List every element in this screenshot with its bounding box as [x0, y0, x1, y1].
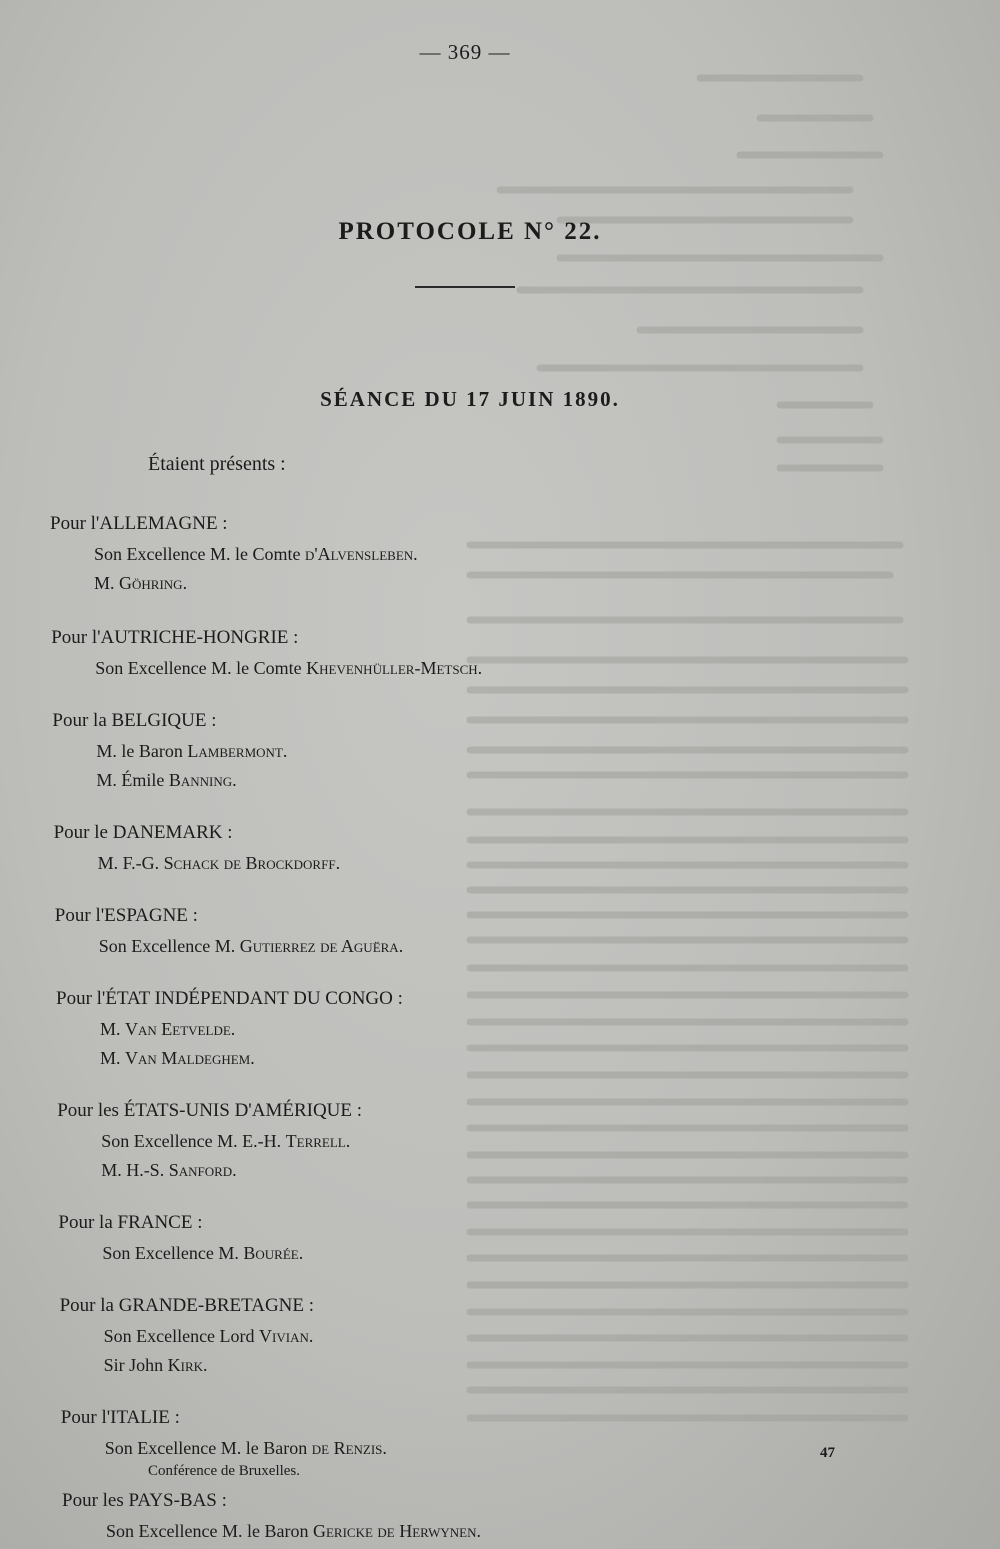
delegation-country: Pour la FRANCE : — [58, 1212, 203, 1233]
delegation-group — [60, 1290, 1000, 1380]
delegate-entry — [98, 849, 1000, 878]
delegation-country: Pour les PAYS-BAS : — [62, 1490, 227, 1511]
footer-source: Conférence de Bruxelles. — [148, 1463, 301, 1479]
delegate-entry — [99, 932, 1000, 961]
delegate-name: Khevenhüller-Metsch — [306, 658, 478, 678]
delegate-entry — [95, 654, 1000, 683]
delegate-entry — [101, 1127, 1000, 1156]
delegate-entry — [96, 737, 1000, 766]
delegate-entry — [101, 1156, 1000, 1185]
delegate-entry — [94, 569, 1000, 598]
delegation-group — [61, 1402, 1000, 1463]
delegate-punctuation: . — [398, 936, 404, 956]
delegate-name: Schack de Brockdorff — [163, 853, 336, 873]
delegation-group — [62, 1485, 1000, 1546]
session-heading: SÉANCE DU 17 JUIN 1890. — [320, 387, 620, 411]
page-number: — 369 — — [419, 40, 511, 64]
attendees-label: Étaient présents : — [148, 453, 286, 475]
delegate-punctuation: . — [382, 1438, 387, 1458]
delegate-punctuation: . — [232, 770, 237, 790]
delegation-group — [55, 900, 1000, 961]
delegate-title: M. — [94, 573, 120, 593]
delegate-entry — [104, 1351, 1000, 1380]
delegation-group — [58, 1207, 1000, 1268]
delegate-name: Kirk — [167, 1355, 203, 1375]
delegate-title: Son Excellence M. le Baron — [106, 1521, 313, 1541]
delegation-group — [50, 508, 1000, 598]
delegate-name: Bourée — [243, 1243, 299, 1263]
delegate-entry — [104, 1322, 1000, 1351]
delegate-name: Gericke de Herwynen — [312, 1521, 477, 1541]
delegation-country: Pour l'ITALIE : — [60, 1407, 180, 1428]
delegation-country: Pour le DANEMARK : — [53, 822, 233, 843]
delegate-title: M. F.-G. — [97, 853, 164, 873]
delegation-country: Pour la BELGIQUE : — [52, 710, 217, 731]
delegate-name: Vivian — [259, 1326, 309, 1346]
delegate-punctuation: . — [308, 1326, 314, 1346]
protocol-title: PROTOCOLE N° 22. — [338, 218, 602, 245]
delegate-name: Banning — [168, 770, 233, 790]
delegate-name: Lambermont — [187, 741, 283, 761]
delegate-punctuation: . — [345, 1131, 351, 1151]
delegation-group — [54, 817, 1000, 878]
delegation-group — [51, 622, 1000, 683]
delegate-punctuation: . — [203, 1355, 208, 1375]
delegate-name: Gutierrez de Aguëra — [239, 936, 399, 956]
delegation-country: Pour l'ESPAGNE : — [54, 905, 198, 926]
signature-number: 47 — [820, 1445, 835, 1461]
delegate-title: Son Excellence Lord — [103, 1326, 260, 1346]
delegate-entry — [94, 540, 1000, 569]
delegate-entry — [96, 766, 1000, 795]
delegate-punctuation: . — [232, 1160, 237, 1180]
delegate-punctuation: . — [335, 853, 341, 873]
title-divider — [415, 286, 515, 288]
delegate-punctuation: . — [250, 1048, 255, 1068]
delegate-punctuation: . — [230, 1019, 236, 1039]
delegation-group — [52, 705, 1000, 795]
delegate-entry — [105, 1434, 1000, 1463]
delegation-country: Pour l'ÉTAT INDÉPENDANT DU CONGO : — [56, 988, 403, 1009]
delegate-title: Son Excellence M. le Comte — [95, 658, 307, 678]
delegate-punctuation: . — [182, 573, 188, 593]
delegate-punctuation: . — [413, 544, 418, 564]
delegate-title: Sir John — [103, 1355, 168, 1375]
delegation-group — [56, 983, 1000, 1073]
delegate-title: Son Excellence M. — [98, 936, 240, 956]
delegate-name: de Renzis — [311, 1438, 383, 1458]
delegate-title: Son Excellence M. le Comte — [94, 544, 305, 564]
delegation-group — [57, 1095, 1000, 1185]
delegate-entry — [106, 1517, 1000, 1546]
delegate-punctuation: . — [298, 1243, 304, 1263]
delegate-name: d'Alvensleben — [304, 544, 414, 564]
delegate-name: Sanford — [168, 1160, 233, 1180]
delegate-name: Terrell — [285, 1131, 346, 1151]
delegate-title: M. — [100, 1048, 126, 1068]
delegate-entry — [102, 1239, 1000, 1268]
delegate-title: M. Émile — [96, 770, 169, 790]
delegate-name: Göhring — [119, 573, 183, 593]
delegate-punctuation: . — [477, 658, 483, 678]
delegate-punctuation: . — [476, 1521, 481, 1541]
delegation-country: Pour l'AUTRICHE-HONGRIE : — [51, 627, 299, 648]
delegate-title: M. le Baron — [96, 741, 188, 761]
delegate-title: Son Excellence M. E.-H. — [101, 1131, 286, 1151]
delegate-name: Van Maldeghem — [125, 1048, 251, 1068]
delegation-list — [0, 508, 1000, 1549]
delegate-title: M. — [100, 1019, 126, 1039]
delegate-name: Van Eetvelde — [125, 1019, 231, 1039]
delegate-entry — [100, 1044, 1000, 1073]
delegation-country: Pour les ÉTATS-UNIS D'AMÉRIQUE : — [57, 1100, 363, 1121]
delegation-country: Pour la GRANDE-BRETAGNE : — [59, 1295, 315, 1316]
delegation-country: Pour l'ALLEMAGNE : — [50, 513, 228, 534]
delegate-title: Son Excellence M. — [102, 1243, 244, 1263]
delegate-title: Son Excellence M. le Baron — [104, 1438, 312, 1458]
delegate-entry — [100, 1015, 1000, 1044]
delegate-title: M. H.-S. — [101, 1160, 169, 1180]
delegate-punctuation: . — [282, 741, 288, 761]
